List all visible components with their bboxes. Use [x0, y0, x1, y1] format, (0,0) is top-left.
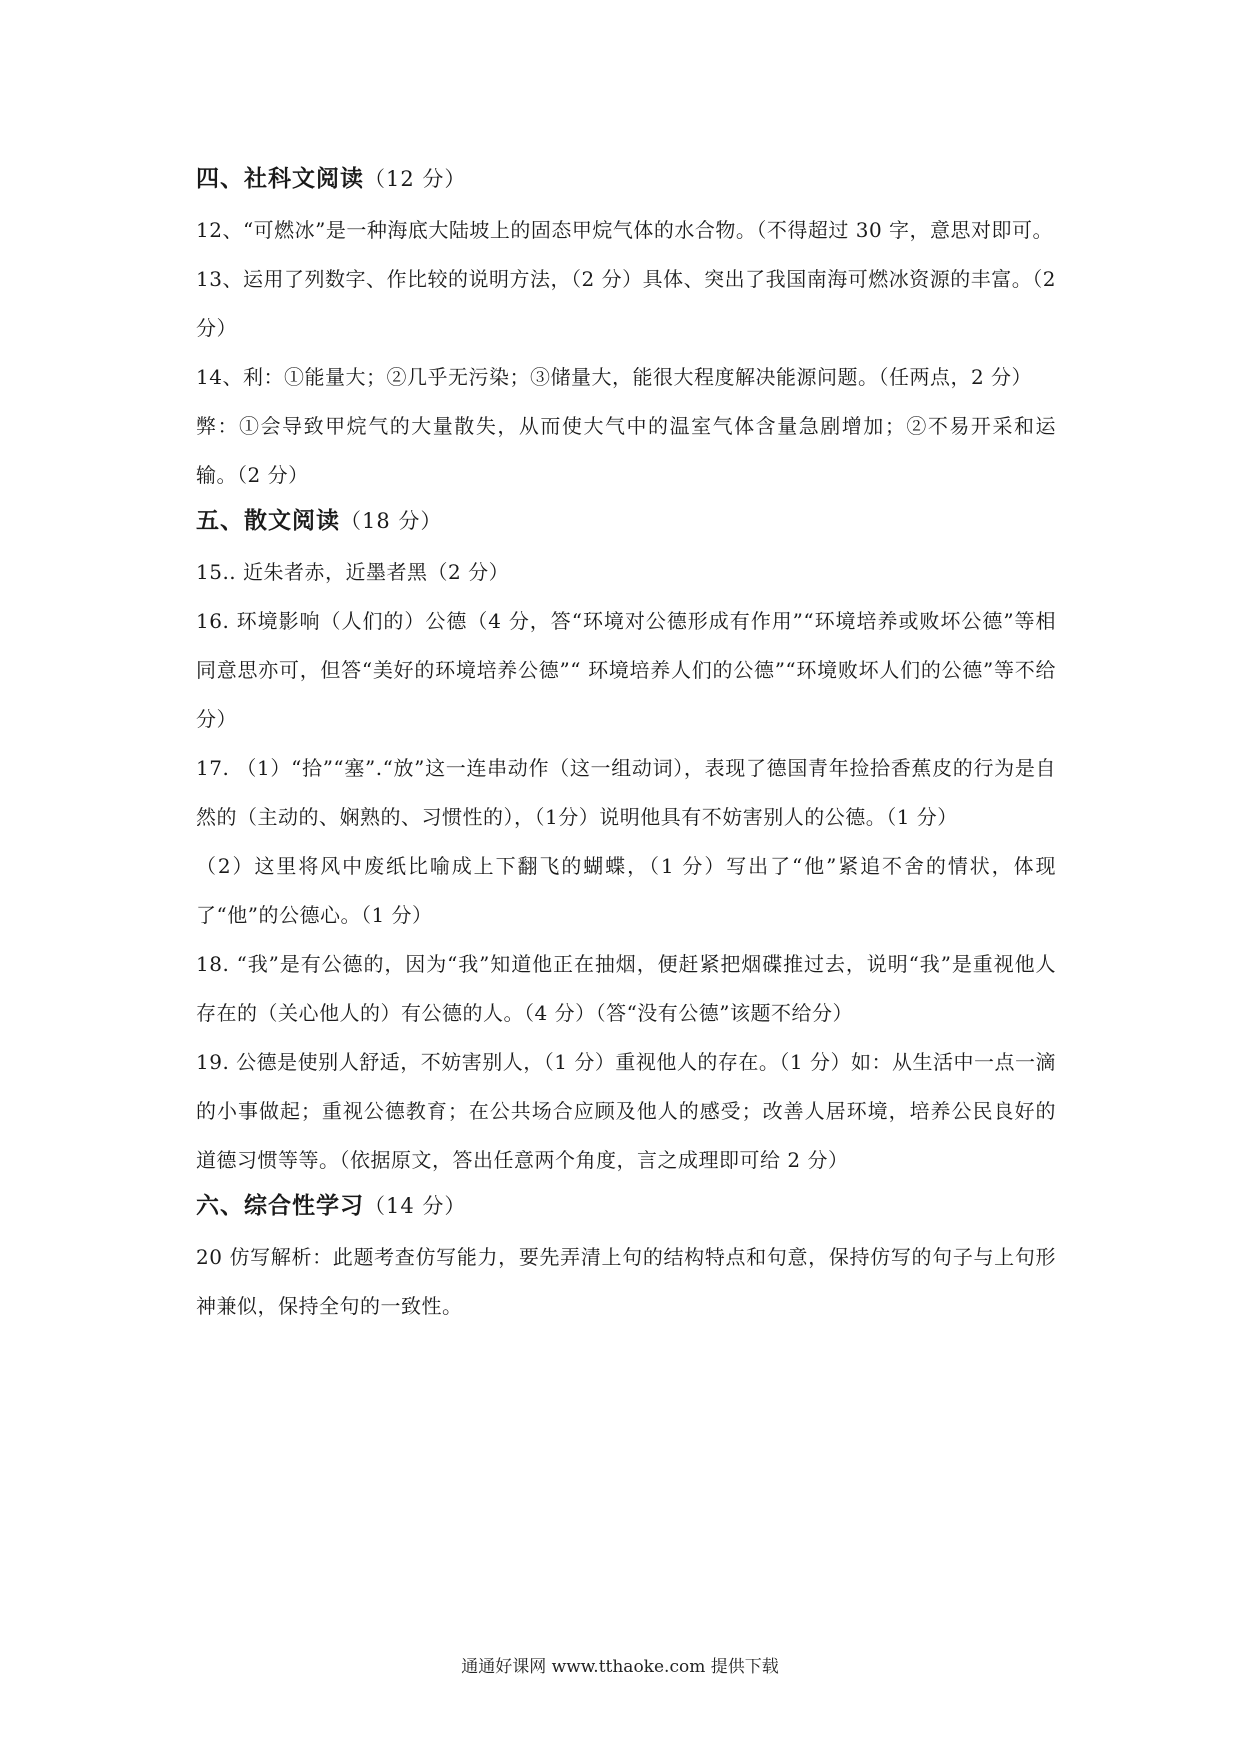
section-heading [196, 500, 1056, 542]
section-score: （12 分） [364, 167, 467, 191]
section-title: 六、综合性学习 [196, 1193, 364, 1219]
answer-13: 13、运用了列数字、作比较的说明方法，（2 分）具体、突出了我国南海可燃冰资源的丰富。（2 分） [196, 267, 1056, 340]
answer-17-2: （2）这里将风中废纸比喻成上下翻飞的蝴蝶，（1 分）写出了“他”紧追不舍的情状，体现了“他”的公德心。（1 分） [196, 854, 1056, 927]
section-score: （14 分） [364, 1194, 467, 1218]
section-heading [196, 1185, 1056, 1227]
answer-document [196, 158, 1056, 1331]
section-social-reading [196, 158, 1056, 500]
answer-14-cons: 弊：①会导致甲烷气的大量散失，从而使大气中的温室气体含量急剧增加；②不易开采和运输。（2 分） [196, 414, 1056, 487]
page-footer: 通通好课网 www.tthaoke.com 提供下载 [461, 1657, 779, 1677]
answer-18: 18. “我”是有公德的，因为“我”知道他正在抽烟，便赶紧把烟碟推过去，说明“我”是重视他人存在的（关心他人的）有公德的人。（4 分）（答“没有公德”该题不给分） [196, 952, 1056, 1025]
answer-12: 12、“可燃冰”是一种海底大陆坡上的固态甲烷气体的水合物。（不得超过 30 字，意思对即可。 [196, 218, 1054, 242]
answer-19: 19. 公德是使别人舒适，不妨害别人，（1 分）重视他人的存在。（1 分）如：从生活中一点一滴的小事做起；重视公德教育；在公共场合应顾及他人的感受；改善人居环境，培养公民良好的道德习惯等等。（依据原文，答出任意两个角度，言之成理即可给 2 分） [196, 1050, 1056, 1172]
answer-16: 16. 环境影响（人们的）公德（4 分，答“环境对公德形成有作用”“环境培养或败坏公德”等相同意思亦可，但答“美好的环境培养公德”“ 环境培养人们的公德”“环境败坏人们的公德”等不给分） [196, 609, 1056, 731]
section-title: 四、社科文阅读 [196, 166, 364, 192]
section-heading [196, 158, 1056, 200]
section-score: （18 分） [340, 509, 443, 533]
answer-20: 20 仿写解析：此题考查仿写能力，要先弄清上句的结构特点和句意，保持仿写的句子与上句形神兼似，保持全句的一致性。 [196, 1245, 1056, 1318]
section-prose-reading [196, 500, 1056, 1185]
section-comprehensive-study [196, 1185, 1056, 1331]
answer-15: 15.. 近朱者赤，近墨者黑（2 分） [196, 560, 510, 584]
answer-17-1: 17. （1）“拾”“塞”.“放”这一连串动作（这一组动词），表现了德国青年捡拾香蕉皮的行为是自然的（主动的、娴熟的、习惯性的），（1分）说明他具有不妨害别人的公德。（1 分） [196, 756, 1056, 829]
answer-14-pros: 14、利：①能量大；②几乎无污染；③储量大，能很大程度解决能源问题。（任两点，2 分） [196, 365, 1033, 389]
section-title: 五、散文阅读 [196, 508, 340, 534]
